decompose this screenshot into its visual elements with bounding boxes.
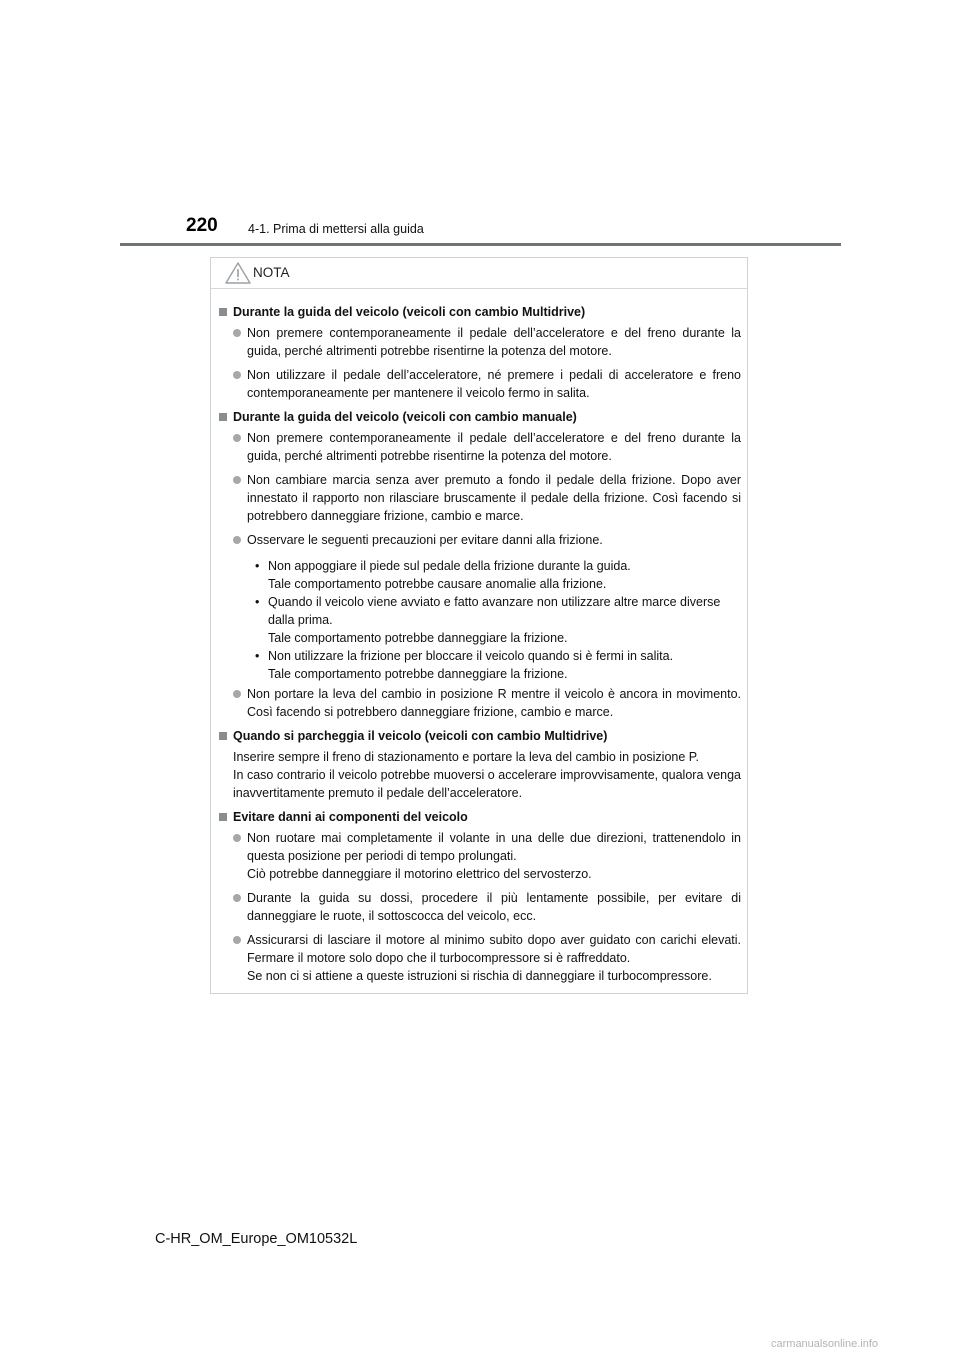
sub-item-line: Non appoggiare il piede sul pedale della frizione durante la guida. xyxy=(268,559,631,573)
circle-bullet-icon xyxy=(233,371,241,379)
note-body xyxy=(211,289,747,985)
list-item xyxy=(233,889,741,925)
list-item xyxy=(233,471,741,525)
list-item xyxy=(233,366,741,402)
bullet-line: Non ruotare mai completamente il volante in una delle due direzioni, trattenendolo in questa posizione per periodi di tempo prolungati. xyxy=(247,831,741,863)
bullet-text: Non cambiare marcia senza aver premuto a fondo il pedale della frizione. Dopo aver innestato il rapporto non rilasciare bruscamente il pedale della frizione. Così facendo si potrebbero danneggiare frizione, cambio e marce. xyxy=(247,473,741,523)
header-rule xyxy=(120,243,841,246)
paragraph xyxy=(233,748,741,802)
sub-item-line: Non utilizzare la frizione per bloccare il veicolo quando si è fermi in salita. xyxy=(268,649,674,663)
list-item xyxy=(233,931,741,985)
circle-bullet-icon xyxy=(233,476,241,484)
heading-text: Durante la guida del veicolo (veicoli con cambio manuale) xyxy=(233,410,577,424)
sub-bullet-mark: • xyxy=(255,649,260,663)
circle-bullet-icon xyxy=(233,434,241,442)
list-item xyxy=(233,429,741,465)
sub-item-line: Tale comportamento potrebbe danneggiare la frizione. xyxy=(268,631,568,645)
bullet-text: Non premere contemporaneamente il pedale dell’acceleratore e del freno durante la guida, perché altrimenti potrebbe risentirne la potenza del motore. xyxy=(247,431,741,463)
circle-bullet-icon xyxy=(233,536,241,544)
square-bullet-icon xyxy=(219,308,227,316)
bullet-line: Durante la guida su dossi, procedere il più lentamente possibile, per evitare di danneggiare le ruote, il sottoscocca del veicolo, ecc. xyxy=(247,891,741,923)
circle-bullet-icon xyxy=(233,936,241,944)
circle-bullet-icon xyxy=(233,690,241,698)
heading-text: Quando si parcheggia il veicolo (veicoli con cambio Multidrive) xyxy=(233,729,608,743)
circle-bullet-icon xyxy=(233,834,241,842)
paragraph-line: In caso contrario il veicolo potrebbe muoversi o accelerare improvvisamente, qualora venga inavvertitamente premuto il pedale dell’acceleratore. xyxy=(233,768,741,800)
note-label: NOTA xyxy=(253,265,290,280)
list-item xyxy=(233,685,741,721)
bullet-line: Se non ci si attiene a queste istruzioni si rischia di danneggiare il turbocompressore. xyxy=(247,969,712,983)
sub-bullet-mark: • xyxy=(255,595,260,609)
heading-text: Evitare danni ai componenti del veicolo xyxy=(233,810,468,824)
page-number: 220 xyxy=(186,215,218,236)
list-item xyxy=(233,531,741,549)
bullet-line: Assicurarsi di lasciare il motore al minimo subito dopo aver guidato con carichi elevati. Fermare il motore solo dopo che il turbocompressore si è raffreddato. xyxy=(247,933,741,965)
paragraph-line: Inserire sempre il freno di stazionamento e portare la leva del cambio in posizione P. xyxy=(233,750,699,764)
warning-triangle-icon xyxy=(225,262,251,284)
bullet-text: Non premere contemporaneamente il pedale dell’acceleratore e del freno durante la guida, perché altrimenti potrebbe risentirne la potenza del motore. xyxy=(247,326,741,358)
section-title: 4-1. Prima di mettersi alla guida xyxy=(248,222,424,236)
section-heading xyxy=(219,408,741,426)
list-item xyxy=(233,324,741,360)
circle-bullet-icon xyxy=(233,894,241,902)
bullet-text: Osservare le seguenti precauzioni per evitare danni alla frizione. xyxy=(247,533,603,547)
sub-item xyxy=(255,593,741,647)
sub-bullet-mark: • xyxy=(255,559,260,573)
document-code: C-HR_OM_Europe_OM10532L xyxy=(155,1231,358,1247)
note-box xyxy=(210,257,748,994)
square-bullet-icon xyxy=(219,732,227,740)
sub-item-line: Tale comportamento potrebbe causare anomalie alla frizione. xyxy=(268,577,607,591)
square-bullet-icon xyxy=(219,413,227,421)
list-item xyxy=(233,829,741,883)
heading-text: Durante la guida del veicolo (veicoli con cambio Multidrive) xyxy=(233,305,586,319)
sub-item xyxy=(255,557,741,593)
bullet-text: Non utilizzare il pedale dell’acceleratore, né premere i pedali di acceleratore e freno contemporaneamente per mantenere il veicolo fermo in salita. xyxy=(247,368,741,400)
circle-bullet-icon xyxy=(233,329,241,337)
bullet-text: Non portare la leva del cambio in posizione R mentre il veicolo è ancora in movimento. Così facendo si potrebbero danneggiare frizione, cambio e marce. xyxy=(247,687,741,719)
sub-item xyxy=(255,647,741,683)
sub-item-line: Quando il veicolo viene avviato e fatto avanzare non utilizzare altre marce diverse dalla prima. xyxy=(268,595,721,627)
section-heading xyxy=(219,727,741,745)
square-bullet-icon xyxy=(219,813,227,821)
section-heading xyxy=(219,303,741,321)
section-heading xyxy=(219,808,741,826)
watermark: carmanualsonline.info xyxy=(771,1338,879,1350)
bullet-line: Ciò potrebbe danneggiare il motorino elettrico del servosterzo. xyxy=(247,867,592,881)
note-header xyxy=(211,258,747,289)
sub-item-line: Tale comportamento potrebbe danneggiare la frizione. xyxy=(268,667,568,681)
